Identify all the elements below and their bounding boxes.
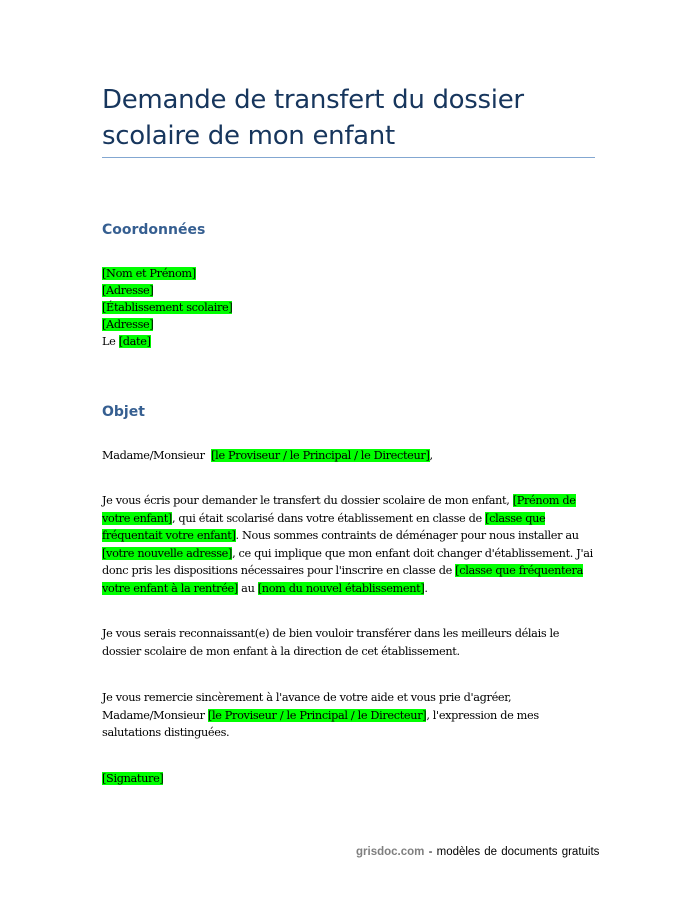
date-prefix: Le — [102, 335, 119, 348]
paragraph-request — [102, 492, 597, 597]
placeholder-recipient-closing: [le Proviseur / le Principal / le Directeur] — [207, 708, 427, 722]
placeholder-new-address: [votre nouvelle adresse] — [102, 546, 233, 560]
salutation — [102, 447, 597, 465]
text: , l'expression de mes salutations distinguées. — [102, 708, 539, 739]
placeholder-name: [Nom et Prénom] — [102, 267, 196, 280]
placeholder-child-name: [Prénom de votre enfant] — [102, 494, 576, 525]
coordinates-block — [102, 265, 597, 350]
footer-tagline: - modèles de documents gratuits — [424, 846, 600, 858]
text: au — [237, 581, 258, 595]
text: Je vous remercie sincèrement à l'avance de votre aide et vous prie d'agréer, Madame/Monsieur — [102, 691, 512, 722]
text: , ce qui implique que mon enfant doit changer d'établissement. J'ai donc pris les dispositions nécessaires pour l'inscrire en classe de — [102, 546, 593, 577]
text: Je vous écris pour demander le transfert du dossier scolaire de mon enfant, — [102, 494, 513, 507]
placeholder-signature: [Signature] — [102, 772, 164, 785]
placeholder-recipient: [le Proviseur / le Principal / le Directeur] — [211, 449, 430, 462]
placeholder-new-school: [nom du nouvel établissement] — [257, 581, 425, 595]
document-title — [102, 82, 602, 154]
footer-site-link[interactable]: grisdoc.com — [356, 846, 425, 858]
placeholder-previous-class: [classe que fréquentait votre enfant] — [102, 511, 546, 542]
heading-objet: Objet — [102, 404, 145, 420]
salutation-prefix: Madame/Monsieur — [102, 449, 212, 462]
placeholder-school: [Établissement scolaire] — [102, 301, 233, 314]
title-line-1: Demande de transfert du dossier — [102, 85, 524, 115]
placeholder-date: [date] — [118, 335, 151, 348]
salutation-suffix: , — [429, 449, 433, 462]
text: , qui était scolarisé dans votre établissement en classe de — [171, 511, 486, 525]
title-line-2: scolaire de mon enfant — [102, 121, 395, 151]
placeholder-school-address: [Adresse] — [102, 318, 154, 331]
placeholder-address: [Adresse] — [102, 284, 154, 297]
footer — [356, 846, 599, 858]
paragraph-transfer: Je vous serais reconnaissant(e) de bien vouloir transférer dans les meilleurs délais le dossier scolaire de mon enfant à la direction de cet établissement. — [102, 627, 560, 658]
text: . — [424, 581, 428, 595]
signature-block — [102, 770, 597, 788]
title-underline — [102, 157, 595, 158]
heading-coordonnees: Coordonnées — [102, 222, 206, 238]
text: . Nous sommes contraints de déménager pour nous installer au — [235, 529, 579, 542]
paragraph-closing — [102, 689, 597, 742]
placeholder-new-class: [classe que fréquentera votre enfant à la rentrée] — [102, 564, 583, 595]
